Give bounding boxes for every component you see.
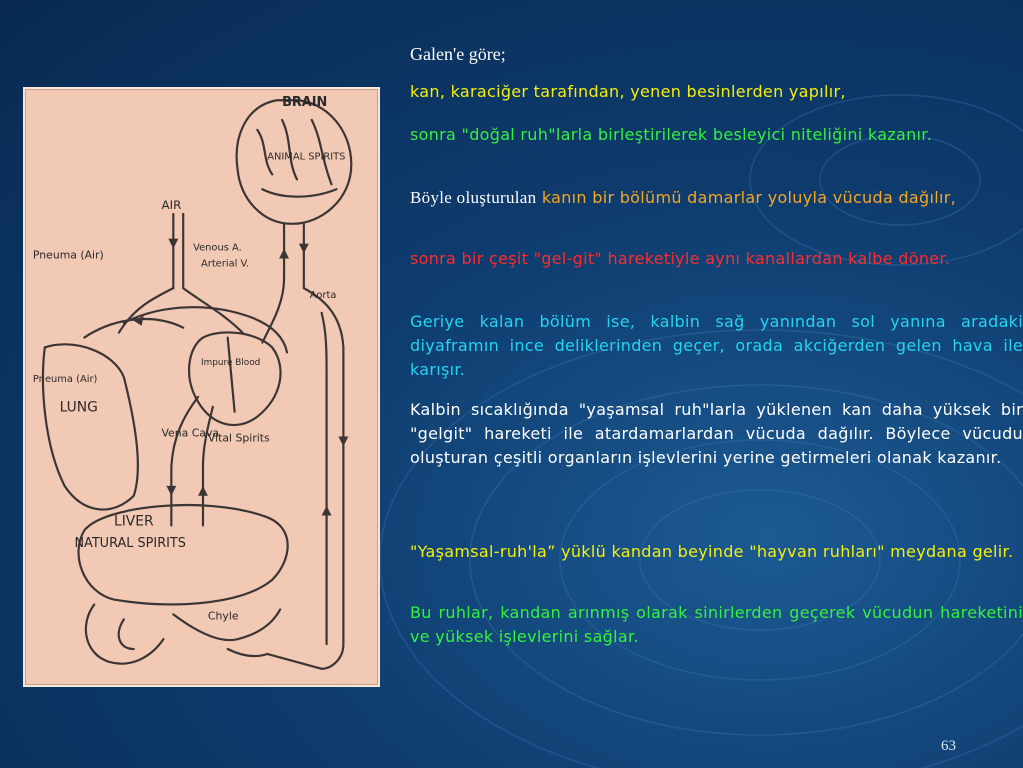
paragraph-1 bbox=[410, 80, 1023, 104]
paragraph-6-text: Kalbin sıcaklığında "yaşamsal ruh"larla yüklenen kan daha yüksek bir "gelgit" hareketi ile atardamarlardan vücuda dağılır. Böylece vücudu oluşturan çeşitli organların işlevlerini yerine getirmeleri olanak kazanır. bbox=[410, 400, 1023, 467]
galen-physiology-diagram bbox=[23, 87, 380, 687]
paragraph-1-text: kan, karaciğer tarafından, yenen besinlerden yapılır, bbox=[410, 82, 846, 101]
paragraph-4-text: sonra bir çeşit "gel-git" hareketiyle aynı kanallardan kalbe döner. bbox=[410, 249, 951, 268]
page-number: 63 bbox=[941, 738, 956, 754]
paragraph-7-text: "Yaşamsal-ruh'la” yüklü kandan beyinde "hayvan ruhları" meydana gelir. bbox=[410, 542, 1014, 561]
slide-title: Galen'e göre; bbox=[410, 44, 506, 64]
paragraph-6 bbox=[410, 398, 1023, 470]
label-arterial-v: Arterial V. bbox=[201, 258, 250, 270]
paragraph-3-text: kanın bir bölümü damarlar yoluyla vücuda dağılır, bbox=[541, 188, 956, 207]
paragraph-2 bbox=[410, 123, 1023, 147]
label-impure-blood: Impure Blood bbox=[201, 358, 261, 369]
label-chyle: Chyle bbox=[207, 609, 239, 623]
diagram-drawing bbox=[25, 89, 378, 685]
paragraph-8-text: Bu ruhlar, kandan arınmış olarak sinirlerden geçerek vücudun hareketini ve yüksek işlevlerini sağlar. bbox=[410, 603, 1023, 646]
label-liver: LIVER bbox=[113, 513, 154, 530]
paragraph-2-text: sonra "doğal ruh"larla birleştirilerek besleyici niteliğini kazanır. bbox=[410, 125, 933, 144]
paragraph-5 bbox=[410, 310, 1023, 382]
label-vital-spirits: Vital Spirits bbox=[207, 431, 270, 445]
paragraph-7 bbox=[410, 540, 1023, 564]
label-pneuma-air-lung: Pneuma (Air) bbox=[32, 374, 98, 386]
paragraph-5-text: Geriye kalan bölüm ise, kalbin sağ yanından sol yanına aradaki diyaframın ince deliklerinden geçer, orada akciğerden gelen hava ile karışır. bbox=[410, 312, 1023, 379]
paragraph-3 bbox=[410, 186, 1023, 210]
paragraph-8 bbox=[410, 601, 1023, 649]
label-animal-spirits: ANIMAL SPIRITS bbox=[267, 151, 346, 163]
paragraph-3-serif: Böyle oluşturulan bbox=[410, 188, 537, 207]
label-venous-a: Venous A. bbox=[193, 242, 242, 254]
label-brain: BRAIN bbox=[282, 95, 328, 111]
label-natural-spirits: NATURAL SPIRITS bbox=[74, 536, 186, 552]
label-air: AIR bbox=[161, 198, 182, 213]
label-lung: LUNG bbox=[59, 399, 98, 416]
paragraph-4 bbox=[410, 247, 1023, 271]
label-vena-cava: Vena Cava bbox=[161, 426, 220, 440]
label-aorta: Aorta bbox=[309, 290, 337, 302]
label-pneuma-air: Pneuma (Air) bbox=[32, 248, 104, 262]
